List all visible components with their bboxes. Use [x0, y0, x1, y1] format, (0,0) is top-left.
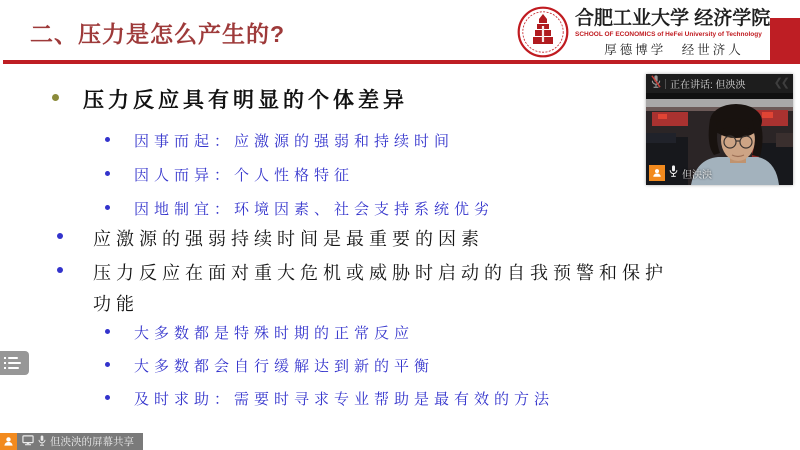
main-bullet-row: [57, 258, 685, 320]
speaking-now-label: 正在讲话: 但泱泱: [670, 80, 746, 91]
university-seal-icon: [517, 6, 569, 63]
bullet-dot: [105, 205, 110, 210]
logo-name-row: [575, 6, 773, 31]
presenter-badge: [0, 433, 17, 450]
bullet-dot: [105, 395, 110, 400]
university-motto: 厚德博学 经世济人: [604, 42, 744, 57]
webcam-panel[interactable]: [646, 74, 793, 185]
webcam-title-bar[interactable]: [646, 74, 793, 93]
divider: [665, 79, 666, 89]
slide-title: 二、压力是怎么产生的?: [30, 21, 286, 47]
corner-flag-decoration: [770, 18, 800, 60]
list-icon: [4, 357, 29, 359]
bullet-dot: [57, 233, 63, 239]
heading-bullet-row: [52, 84, 408, 114]
school-name: 经济学院: [694, 8, 771, 29]
heading-bullet-text: 压力反应具有明显的个体差异: [83, 89, 408, 112]
monitor-icon: [22, 433, 34, 450]
sub-bullet-text: 因地制宜：环境因素、社会支持系统优劣: [134, 200, 495, 218]
bullet-dot: [105, 329, 110, 334]
main-bullet-text: 应激源的强弱持续时间是最重要的因素: [93, 229, 484, 250]
participant-name: 但泱泱: [682, 169, 712, 181]
sub-bullet-row: [105, 355, 434, 376]
sub-bullet-row: [105, 130, 454, 151]
sub-bullet-row: [105, 388, 554, 409]
bullet-dot: [52, 94, 59, 101]
mic-small-icon: [38, 433, 46, 450]
bullet-dot: [105, 171, 110, 176]
participant-list-flyout-button[interactable]: [0, 351, 29, 375]
sub-bullet-text: 及时求助：需要时寻求专业帮助是最有效的方法: [134, 390, 555, 408]
share-status-label: 但泱泱的屏幕共享: [50, 436, 134, 448]
school-name-english: SCHOOL OF ECONOMICS of HeFei University of Technology: [575, 31, 762, 38]
bullet-dot: [57, 267, 63, 273]
webcam-video-feed[interactable]: [646, 93, 793, 185]
mic-muted-icon: [651, 75, 661, 93]
bullet-dot: [105, 137, 110, 142]
sub-bullet-row: [105, 322, 414, 343]
main-bullet-row: [57, 224, 484, 255]
sub-bullet-row: [105, 164, 354, 185]
sub-bullet-text: 大多数都是特殊时期的正常反应: [134, 324, 415, 342]
sub-bullet-text: 因人而异：个人性格特征: [134, 166, 355, 184]
bullet-dot: [105, 362, 110, 367]
sub-bullet-text: 因事而起：应激源的强弱和持续时间: [134, 132, 455, 150]
logo-text-block: [575, 6, 773, 58]
sub-bullet-text: 大多数都会自行缓解达到新的平衡: [134, 357, 435, 375]
participant-label: [649, 164, 712, 182]
main-bullet-text: 压力反应在面对重大危机或威胁时启动的自我预警和保护功能: [93, 263, 668, 315]
share-chip-body: [17, 433, 143, 450]
mic-on-icon: [669, 164, 678, 182]
collapse-chevrons-icon[interactable]: ❮❮: [773, 77, 788, 89]
sub-bullet-row: [105, 198, 494, 219]
screen-share-indicator: [0, 433, 143, 450]
university-name: 合肥工业大学: [575, 7, 690, 29]
host-badge: [649, 165, 665, 181]
university-logo: [517, 6, 773, 63]
